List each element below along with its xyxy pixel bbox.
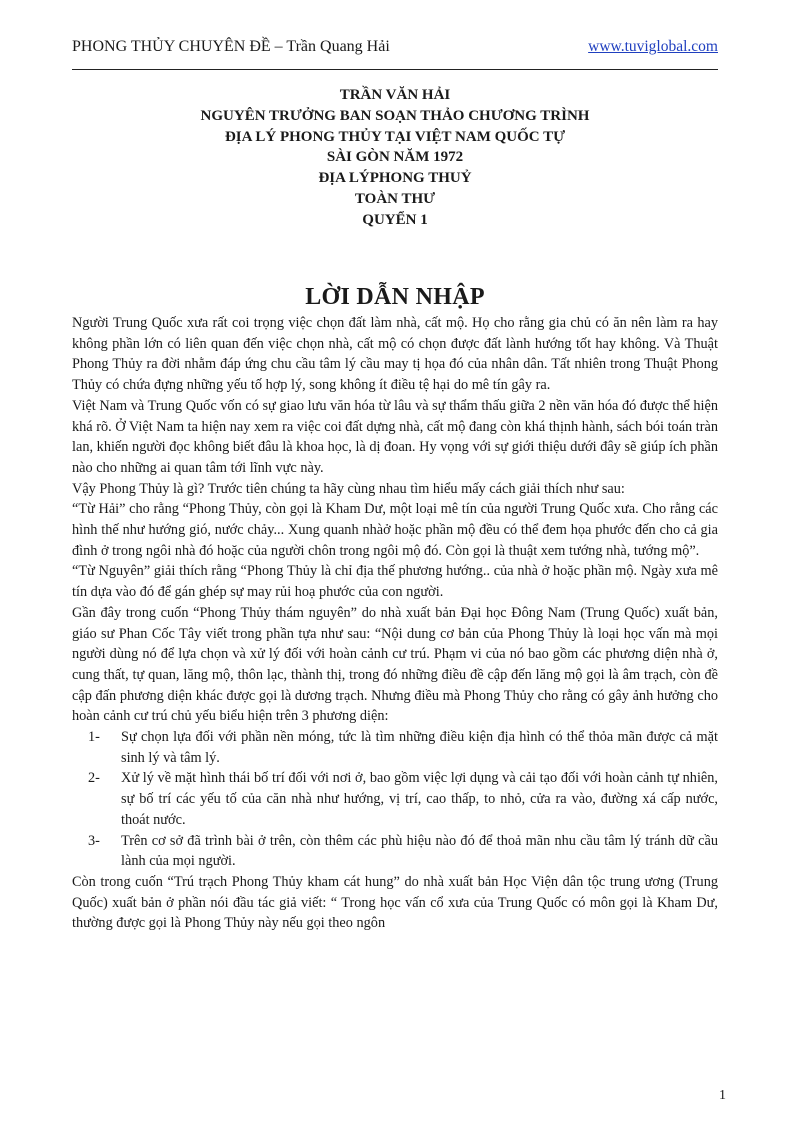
- list-item-number: 3-: [88, 832, 100, 849]
- paragraph: Việt Nam và Trung Quốc vốn có sự giao lưu văn hóa từ lâu và sự thẩm thấu giữa 2 nền văn hóa đó được thể hiện khá rõ. Ở Việt Nam ta hiện nay xem ra việc coi đất dựng nhà, cất mộ đang còn khá thịnh hành, sách bói toán tràn lan, khiến người đọc không biết đâu là khoa học, là dị đoan. Hy vọng với sự giới thiệu dưới đây sẽ giúp ích phần nào cho những ai quan tâm tới lĩnh vực này.: [72, 397, 718, 476]
- author-position-line-2: ĐỊA LÝ PHONG THỦY TẠI VIỆT NAM QUỐC TỰ: [224, 128, 566, 145]
- volume-label: QUYỂN 1: [362, 211, 428, 228]
- author-position-line-1: NGUYÊN TRƯỞNG BAN SOẠN THẢO CHƯƠNG TRÌNH: [200, 107, 590, 124]
- section-heading: LỜI DẪN NHẬP: [305, 284, 485, 310]
- body-text: [72, 313, 718, 934]
- list-item: [72, 831, 718, 872]
- numbered-list: [72, 727, 718, 872]
- header-title: PHONG THỦY CHUYÊN ĐỀ – Trần Quang Hải: [72, 38, 390, 55]
- list-item-number: 2-: [88, 770, 100, 787]
- paragraph: Vậy Phong Thủy là gì? Trước tiên chúng ta hãy cùng nhau tìm hiểu mấy cách giải thích như sau:: [72, 480, 625, 497]
- title-block: [72, 85, 718, 231]
- list-item-text: Sự chọn lựa đối với phần nền móng, tức là tìm những điều kiện địa hình có thể thỏa mãn được cả mặt sinh lý và tâm lý.: [121, 729, 718, 766]
- paragraph: Gần đây trong cuốn “Phong Thủy thám nguyên” do nhà xuất bản Đại học Đông Nam (Trung Quốc) xuất bản, giáo sư Phan Cốc Tây viết trong phần tựa như sau: “Nội dung cơ bản của Phong Thủy là loại học vấn mà mọi người dùng nó để lựa chọn và xử lý đối với hoàn cảnh cư trú. Phạm vi của nó bao gồm các phương diện nhà ở, cung thất, tự quan, lăng mộ, thôn lạc, thành thị, trong đó những điều đề cập đến lăng mộ gọi là âm trạch, còn đề cập đấn phương diện khác được gọi là dương trạch. Nhưng điều mà Phong Thủy cho rằng có gây ảnh hưởng cho hoàn cảnh cư trú chủ yếu biểu hiện trên 3 phương diện:: [72, 604, 718, 725]
- book-title-line-2: TOÀN THƯ: [354, 190, 436, 207]
- paragraph: “Từ Nguyên” giải thích rằng “Phong Thủy là chỉ địa thế phương hướng.. của nhà ở hoặc phần mộ. Ngày xưa mê tín dựa vào đó để gán ghép sự may rủi hoạ phước của con người.: [72, 563, 718, 601]
- paragraph: Người Trung Quốc xưa rất coi trọng việc chọn đất làm nhà, cất mộ. Họ cho rằng gia chủ có ăn nên làm ra hay không phần lớn có liên quan đến việc chọn nhà, cất mộ có chọn được đất lành hướng tốt hay không. Và Thuật Phong Thủy ra đời nhằm đáp ứng chu cầu tâm lý cầu may tị họa đó của nhân dân. Tất nhiên trong Thuật Phong Thủy có chứa đựng những yếu tố hợp lý, song không ít điều tệ hại do mê tín gây ra.: [72, 315, 718, 394]
- page-number: 1: [719, 1088, 726, 1103]
- list-item: [72, 768, 718, 830]
- paragraph: “Từ Hải” cho rằng “Phong Thủy, còn gọi là Kham Dư, một loại mê tín của người Trung Quốc xưa. Cho rằng các hình thế như hướng gió, nước chảy... Xung quanh nhàở hoặc phần mộ đều có thể đem họa phước đến cho cả gia đình ở trong ngôi nhà đó hoặc của người chôn trong ngôi mộ đó. Còn gọi là thuật xem tướng nhà, tướng mộ”.: [72, 501, 718, 559]
- header-divider: [72, 69, 718, 70]
- list-item-text: Xử lý về mặt hình thái bố trí đối với nơi ở, bao gồm việc lợi dụng và cải tạo đối với hoàn cảnh tự nhiên, sự bố trí các yếu tố của căn nhà như hướng, vị trí, cao thấp, to nhỏ, cửa ra vào, đường xá cấp nước, thoát nước.: [121, 770, 718, 828]
- paragraph: Còn trong cuốn “Trú trạch Phong Thủy kham cát hung” do nhà xuất bản Học Viện dân tộc trung ương (Trung Quốc) xuất bản ở phần nói đầu tác giả viết: “ Trong học vấn cổ xưa của Trung Quốc có môn gọi là Kham Dư, thường được gọi là Phong Thủy này nếu gọi theo ngôn: [72, 873, 718, 932]
- website-link[interactable]: www.tuviglobal.com: [588, 38, 718, 55]
- page-header: [72, 38, 718, 61]
- list-item-number: 1-: [88, 729, 100, 746]
- author-position-line-3: SÀI GÒN NĂM 1972: [326, 149, 464, 166]
- list-item: [72, 727, 718, 768]
- author-name: TRẦN VĂN HẢI: [339, 87, 451, 103]
- book-title-line-1: ĐỊA LÝPHONG THUỶ: [318, 170, 472, 187]
- list-item-text: Trên cơ sở đã trình bài ở trên, còn thêm các phù hiệu nào đó để thoả mãn nhu cầu tâm lý tránh dữ cầu lành của mọi người.: [121, 832, 718, 870]
